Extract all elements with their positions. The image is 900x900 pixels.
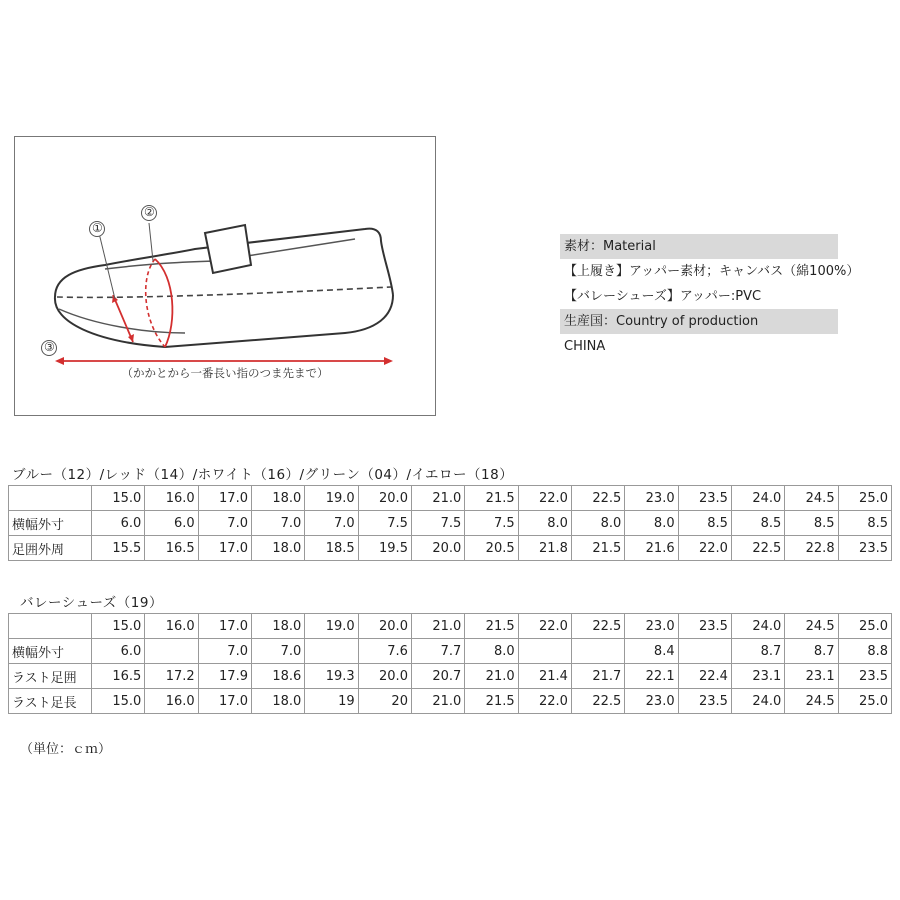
measurement-cell: 22.1 <box>625 664 678 689</box>
measurement-cell: 16.5 <box>92 664 145 689</box>
length-caption: （かかとから一番長い指のつま先まで） <box>121 366 329 380</box>
size-table-uwabaki <box>8 485 892 561</box>
measurement-cell: 8.5 <box>838 511 891 536</box>
measurement-cell: 8.0 <box>625 511 678 536</box>
size-header-cell: 19.0 <box>305 486 358 511</box>
measurement-cell: 22.0 <box>678 536 731 561</box>
size-header-cell: 22.0 <box>518 486 571 511</box>
marker-3-label: ③ <box>44 340 55 354</box>
table-row <box>9 689 892 714</box>
measurement-cell: 20 <box>358 689 411 714</box>
size-header-cell: 21.0 <box>411 614 464 639</box>
measurement-cell: 6.0 <box>92 639 145 664</box>
measurement-cell: 18.5 <box>305 536 358 561</box>
measurement-cell: 16.5 <box>145 536 198 561</box>
unit-note: （単位：ｃｍ） <box>20 742 112 757</box>
size-header-cell: 24.5 <box>785 486 838 511</box>
measurement-cell <box>571 639 624 664</box>
size-header-cell: 16.0 <box>145 614 198 639</box>
size-header-cell: 25.0 <box>838 486 891 511</box>
measurement-cell: 8.0 <box>571 511 624 536</box>
measurement-cell: 21.8 <box>518 536 571 561</box>
measurement-cell: 18.0 <box>251 536 304 561</box>
measurement-cell: 8.0 <box>518 511 571 536</box>
size-header-cell: 24.0 <box>731 614 784 639</box>
size-header-cell: 21.0 <box>411 486 464 511</box>
row-label: 横幅外寸 <box>9 639 92 664</box>
size-table-ballet <box>8 613 892 714</box>
measurement-cell: 6.0 <box>145 511 198 536</box>
measurement-cell: 18.0 <box>251 689 304 714</box>
measurement-cell: 18.6 <box>251 664 304 689</box>
shoe-toe-line <box>59 309 185 333</box>
measurement-cell: 8.5 <box>678 511 731 536</box>
size-header-cell: 15.0 <box>92 614 145 639</box>
measurement-cell: 21.4 <box>518 664 571 689</box>
measurement-cell: 6.0 <box>92 511 145 536</box>
measurement-cell: 20.0 <box>411 536 464 561</box>
measurement-cell: 21.0 <box>465 664 518 689</box>
measurement-cell: 7.0 <box>198 639 251 664</box>
measurement-cell: 23.0 <box>625 689 678 714</box>
measurement-cell: 7.0 <box>251 511 304 536</box>
shoe-measurement-diagram <box>14 136 436 416</box>
material-header: 素材：Material <box>560 234 838 259</box>
measurement-cell: 17.0 <box>198 689 251 714</box>
marker-2-pointer <box>149 223 153 261</box>
size-header-cell: 20.0 <box>358 486 411 511</box>
table1-title: ブルー（12）/レッド（14）/ホワイト（16）/グリーン（04）/イエロー（18） <box>12 467 514 483</box>
measurement-cell: 21.7 <box>571 664 624 689</box>
measurement-cell: 20.0 <box>358 664 411 689</box>
row-label: ラスト足囲 <box>9 664 92 689</box>
measurement-cell: 8.8 <box>838 639 891 664</box>
measurement-cell: 21.5 <box>465 689 518 714</box>
size-header-cell: 22.5 <box>571 486 624 511</box>
girth-line-hidden <box>146 259 165 347</box>
measurement-cell <box>678 639 731 664</box>
material-info <box>560 234 860 359</box>
country-value: CHINA <box>564 339 606 354</box>
measurement-cell: 7.0 <box>305 511 358 536</box>
measurement-cell: 17.9 <box>198 664 251 689</box>
size-header-cell: 23.0 <box>625 614 678 639</box>
size-header-cell: 23.0 <box>625 486 678 511</box>
foot-outline-dashed <box>57 287 391 297</box>
measurement-cell: 17.0 <box>198 536 251 561</box>
measurement-cell: 8.7 <box>731 639 784 664</box>
measurement-cell: 8.5 <box>731 511 784 536</box>
size-header-cell: 22.5 <box>571 614 624 639</box>
measurement-cell: 7.0 <box>198 511 251 536</box>
size-header-cell: 23.5 <box>678 486 731 511</box>
width-arrow <box>113 295 133 342</box>
size-header-row <box>9 486 892 511</box>
measurement-cell: 20.5 <box>465 536 518 561</box>
upper-material: 【上履き】アッパー素材；キャンバス（綿100%） <box>564 264 860 279</box>
measurement-cell: 19.5 <box>358 536 411 561</box>
row-label: 足囲外周 <box>9 536 92 561</box>
size-header-cell: 17.0 <box>198 486 251 511</box>
measurement-cell: 16.0 <box>145 689 198 714</box>
size-header-cell: 18.0 <box>251 614 304 639</box>
girth-line <box>155 259 172 347</box>
measurement-cell: 7.5 <box>465 511 518 536</box>
size-header-cell: 25.0 <box>838 614 891 639</box>
measurement-cell: 8.4 <box>625 639 678 664</box>
measurement-cell: 22.0 <box>518 689 571 714</box>
measurement-cell: 20.7 <box>411 664 464 689</box>
measurement-cell: 22.4 <box>678 664 731 689</box>
measurement-cell: 23.1 <box>731 664 784 689</box>
measurement-cell <box>305 639 358 664</box>
measurement-cell: 25.0 <box>838 689 891 714</box>
measurement-cell: 22.8 <box>785 536 838 561</box>
measurement-cell <box>518 639 571 664</box>
row-label: ラスト足長 <box>9 689 92 714</box>
measurement-cell: 15.5 <box>92 536 145 561</box>
size-header-cell: 23.5 <box>678 614 731 639</box>
table-row <box>9 511 892 536</box>
shoe-strap <box>205 225 251 273</box>
size-header-cell: 19.0 <box>305 614 358 639</box>
size-header-cell: 21.5 <box>465 486 518 511</box>
measurement-cell: 21.6 <box>625 536 678 561</box>
measurement-cell: 21.5 <box>571 536 624 561</box>
measurement-cell: 17.2 <box>145 664 198 689</box>
measurement-cell: 23.5 <box>678 689 731 714</box>
measurement-cell: 7.6 <box>358 639 411 664</box>
measurement-cell: 24.5 <box>785 689 838 714</box>
size-header-cell: 17.0 <box>198 614 251 639</box>
measurement-cell: 8.5 <box>785 511 838 536</box>
corner-cell <box>9 486 92 511</box>
measurement-cell: 19.3 <box>305 664 358 689</box>
measurement-cell: 22.5 <box>731 536 784 561</box>
measurement-cell: 19 <box>305 689 358 714</box>
measurement-cell: 7.5 <box>411 511 464 536</box>
measurement-cell <box>145 639 198 664</box>
marker-2-label: ② <box>144 205 155 219</box>
measurement-cell: 7.5 <box>358 511 411 536</box>
country-header: 生産国：Country of production <box>560 309 838 334</box>
table-row <box>9 536 892 561</box>
measurement-cell: 21.0 <box>411 689 464 714</box>
table-row <box>9 664 892 689</box>
ballet-material: 【バレーシューズ】アッパー:PVC <box>564 289 762 304</box>
measurement-cell: 7.7 <box>411 639 464 664</box>
table2-title: バレーシューズ（19） <box>20 595 163 611</box>
size-header-cell: 22.0 <box>518 614 571 639</box>
measurement-cell: 8.7 <box>785 639 838 664</box>
marker-1-label: ① <box>92 221 103 235</box>
row-label: 横幅外寸 <box>9 511 92 536</box>
table-row <box>9 639 892 664</box>
size-header-cell: 16.0 <box>145 486 198 511</box>
size-header-cell: 20.0 <box>358 614 411 639</box>
size-header-cell: 18.0 <box>251 486 304 511</box>
size-header-cell: 24.5 <box>785 614 838 639</box>
size-header-cell: 15.0 <box>92 486 145 511</box>
measurement-cell: 8.0 <box>465 639 518 664</box>
measurement-cell: 24.0 <box>731 689 784 714</box>
shoe-sole-outline <box>55 295 393 347</box>
measurement-cell: 7.0 <box>251 639 304 664</box>
size-header-cell: 21.5 <box>465 614 518 639</box>
size-header-cell: 24.0 <box>731 486 784 511</box>
measurement-cell: 22.5 <box>571 689 624 714</box>
measurement-cell: 23.5 <box>838 664 891 689</box>
measurement-cell: 15.0 <box>92 689 145 714</box>
corner-cell <box>9 614 92 639</box>
measurement-cell: 23.1 <box>785 664 838 689</box>
measurement-cell: 23.5 <box>838 536 891 561</box>
size-header-row <box>9 614 892 639</box>
